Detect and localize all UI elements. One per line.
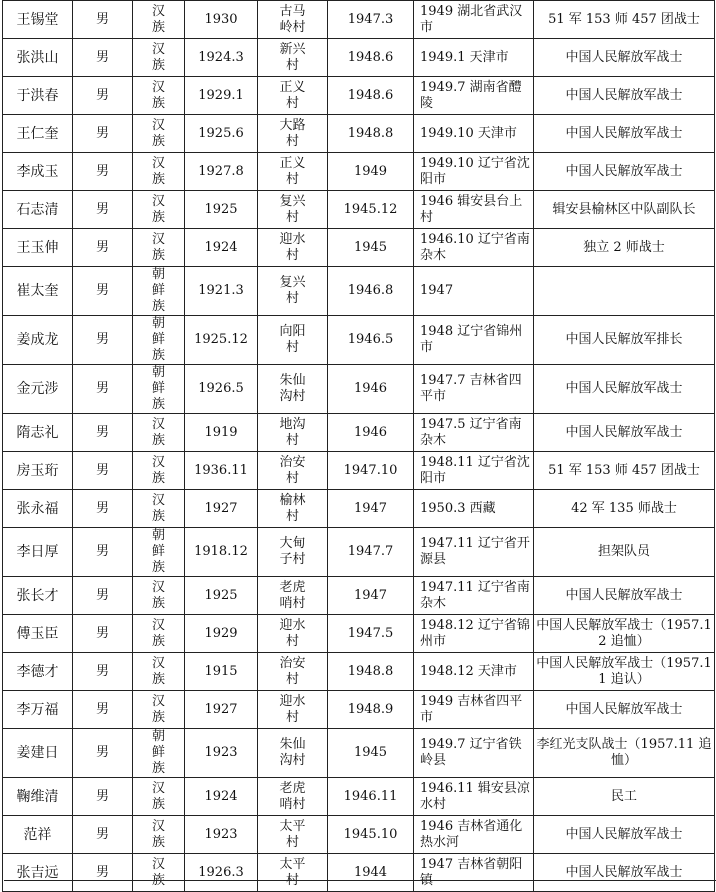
- table-row: [3, 229, 715, 267]
- cell-unit-role: 中国人民解放军战士: [534, 414, 715, 452]
- cell-name: 范祥: [3, 816, 73, 854]
- cell-village: 朱仙沟村: [258, 729, 328, 778]
- cell-death-time-place: 1947: [414, 267, 534, 316]
- cell-ethnicity: 汉族: [133, 691, 185, 729]
- table-row: [3, 778, 715, 816]
- cell-ethnicity: 汉族: [133, 490, 185, 528]
- cell-name: 石志清: [3, 191, 73, 229]
- cell-death-time-place: 1949.7 湖南省醴陵: [414, 77, 534, 115]
- table-row: [3, 1, 715, 39]
- cell-ethnicity: 汉族: [133, 115, 185, 153]
- cell-death-time-place: 1949.10 辽宁省沈阳市: [414, 153, 534, 191]
- table-row: [3, 452, 715, 490]
- cell-village: 老虎哨村: [258, 577, 328, 615]
- cell-ethnicity: 汉族: [133, 39, 185, 77]
- cell-gender: 男: [73, 778, 133, 816]
- cell-gender: 男: [73, 153, 133, 191]
- cell-birth-date: 1930: [185, 1, 258, 39]
- cell-gender: 男: [73, 39, 133, 77]
- table-row: [3, 316, 715, 365]
- cell-name: 王仁奎: [3, 115, 73, 153]
- cell-name: 张永福: [3, 490, 73, 528]
- table-row: [3, 653, 715, 691]
- cell-unit-role: 中国人民解放军战士: [534, 854, 715, 892]
- cell-unit-role: 中国人民解放军战士: [534, 39, 715, 77]
- cell-gender: 男: [73, 653, 133, 691]
- cell-village: 老虎哨村: [258, 778, 328, 816]
- cell-name: 李万福: [3, 691, 73, 729]
- cell-birth-date: 1927.8: [185, 153, 258, 191]
- cell-unit-role: 李红光支队战士（1957.11 追恤）: [534, 729, 715, 778]
- table-row: [3, 577, 715, 615]
- cell-gender: 男: [73, 577, 133, 615]
- cell-gender: 男: [73, 615, 133, 653]
- cell-death-time-place: 1947.11 辽宁省开源县: [414, 528, 534, 577]
- cell-ethnicity: 朝鲜族: [133, 365, 185, 414]
- cell-ethnicity: 汉族: [133, 778, 185, 816]
- cell-ethnicity: 汉族: [133, 1, 185, 39]
- cell-gender: 男: [73, 729, 133, 778]
- cell-death-time-place: 1947 吉林省朝阳镇: [414, 854, 534, 892]
- cell-birth-date: 1927: [185, 490, 258, 528]
- cell-birth-date: 1925: [185, 191, 258, 229]
- cell-village: 太平村: [258, 816, 328, 854]
- cell-name: 王锡堂: [3, 1, 73, 39]
- cell-gender: 男: [73, 365, 133, 414]
- cell-ethnicity: 汉族: [133, 854, 185, 892]
- table-row: [3, 77, 715, 115]
- cell-gender: 男: [73, 854, 133, 892]
- cell-enlist-date: 1946.8: [328, 267, 414, 316]
- cell-unit-role: 42 军 135 师战士: [534, 490, 715, 528]
- cell-unit-role: 中国人民解放军战士: [534, 691, 715, 729]
- cell-birth-date: 1926.3: [185, 854, 258, 892]
- table-row: [3, 267, 715, 316]
- cell-enlist-date: 1948.8: [328, 115, 414, 153]
- cell-enlist-date: 1944: [328, 854, 414, 892]
- cell-birth-date: 1927: [185, 691, 258, 729]
- cell-enlist-date: 1947.5: [328, 615, 414, 653]
- cell-village: 古马岭村: [258, 1, 328, 39]
- cell-name: 鞠维清: [3, 778, 73, 816]
- cell-name: 隋志礼: [3, 414, 73, 452]
- cell-enlist-date: 1946: [328, 414, 414, 452]
- table-row: [3, 490, 715, 528]
- cell-unit-role: 民工: [534, 778, 715, 816]
- cell-ethnicity: 朝鲜族: [133, 528, 185, 577]
- cell-village: 正义村: [258, 77, 328, 115]
- cell-unit-role: 担架队员: [534, 528, 715, 577]
- cell-unit-role: 中国人民解放军战士（1957.11 追认）: [534, 653, 715, 691]
- cell-name: 李日厚: [3, 528, 73, 577]
- cell-village: 治安村: [258, 653, 328, 691]
- cell-enlist-date: 1949: [328, 153, 414, 191]
- cell-village: 朱仙沟村: [258, 365, 328, 414]
- cell-enlist-date: 1946.11: [328, 778, 414, 816]
- cell-enlist-date: 1945: [328, 229, 414, 267]
- table-row: [3, 39, 715, 77]
- cell-village: 太平村: [258, 854, 328, 892]
- cell-birth-date: 1923: [185, 816, 258, 854]
- cell-ethnicity: 汉族: [133, 153, 185, 191]
- cell-village: 大甸子村: [258, 528, 328, 577]
- cell-death-time-place: 1946 吉林省通化热水河: [414, 816, 534, 854]
- cell-name: 张洪山: [3, 39, 73, 77]
- cell-death-time-place: 1950.3 西藏: [414, 490, 534, 528]
- cell-death-time-place: 1948.12 天津市: [414, 653, 534, 691]
- cell-unit-role: 51 军 153 师 457 团战士: [534, 1, 715, 39]
- cell-unit-role: 独立 2 师战士: [534, 229, 715, 267]
- cell-village: 地沟村: [258, 414, 328, 452]
- cell-unit-role: [534, 267, 715, 316]
- cell-gender: 男: [73, 115, 133, 153]
- martyrs-table-sheet: [2, 0, 714, 892]
- table-row: [3, 854, 715, 892]
- cell-name: 房玉珩: [3, 452, 73, 490]
- cell-gender: 男: [73, 490, 133, 528]
- cell-birth-date: 1919: [185, 414, 258, 452]
- cell-death-time-place: 1949.7 辽宁省铁岭县: [414, 729, 534, 778]
- cell-name: 傅玉臣: [3, 615, 73, 653]
- cell-death-time-place: 1947.11 辽宁省南杂木: [414, 577, 534, 615]
- cell-ethnicity: 汉族: [133, 414, 185, 452]
- cell-name: 李成玉: [3, 153, 73, 191]
- cell-enlist-date: 1946: [328, 365, 414, 414]
- cell-death-time-place: 1946 辑安县台上村: [414, 191, 534, 229]
- cell-birth-date: 1915: [185, 653, 258, 691]
- table-row: [3, 816, 715, 854]
- cell-birth-date: 1924.3: [185, 39, 258, 77]
- cell-enlist-date: 1945.12: [328, 191, 414, 229]
- cell-name: 崔太奎: [3, 267, 73, 316]
- cell-enlist-date: 1948.8: [328, 653, 414, 691]
- cell-unit-role: 中国人民解放军战士: [534, 77, 715, 115]
- cell-village: 复兴村: [258, 191, 328, 229]
- cell-enlist-date: 1945: [328, 729, 414, 778]
- cell-unit-role: 中国人民解放军战士（1957.12 追恤）: [534, 615, 715, 653]
- table-body: [3, 1, 715, 892]
- cell-village: 迎水村: [258, 229, 328, 267]
- cell-unit-role: 中国人民解放军战士: [534, 577, 715, 615]
- cell-unit-role: 中国人民解放军战士: [534, 153, 715, 191]
- cell-gender: 男: [73, 414, 133, 452]
- cell-gender: 男: [73, 191, 133, 229]
- cell-gender: 男: [73, 691, 133, 729]
- cell-ethnicity: 汉族: [133, 577, 185, 615]
- cell-name: 李德才: [3, 653, 73, 691]
- cell-enlist-date: 1947: [328, 577, 414, 615]
- cell-ethnicity: 汉族: [133, 191, 185, 229]
- cell-unit-role: 51 军 153 师 457 团战士: [534, 452, 715, 490]
- table-row: [3, 153, 715, 191]
- cell-birth-date: 1918.12: [185, 528, 258, 577]
- cell-death-time-place: 1947.5 辽宁省南杂木: [414, 414, 534, 452]
- cell-death-time-place: 1949 湖北省武汉市: [414, 1, 534, 39]
- cell-ethnicity: 汉族: [133, 77, 185, 115]
- cell-name: 王玉伸: [3, 229, 73, 267]
- cell-village: 榆林村: [258, 490, 328, 528]
- cell-birth-date: 1924: [185, 778, 258, 816]
- cell-ethnicity: 汉族: [133, 653, 185, 691]
- cell-death-time-place: 1948.11 辽宁省沈阳市: [414, 452, 534, 490]
- cell-enlist-date: 1948.6: [328, 77, 414, 115]
- cell-death-time-place: 1949 吉林省四平市: [414, 691, 534, 729]
- cell-ethnicity: 汉族: [133, 229, 185, 267]
- cell-birth-date: 1924: [185, 229, 258, 267]
- cell-death-time-place: 1948.12 辽宁省锦州市: [414, 615, 534, 653]
- cell-name: 姜建日: [3, 729, 73, 778]
- cell-ethnicity: 汉族: [133, 615, 185, 653]
- table-row: [3, 729, 715, 778]
- cell-birth-date: 1926.5: [185, 365, 258, 414]
- cell-enlist-date: 1947.7: [328, 528, 414, 577]
- table-row: [3, 615, 715, 653]
- table-row: [3, 115, 715, 153]
- cell-gender: 男: [73, 267, 133, 316]
- cell-name: 姜成龙: [3, 316, 73, 365]
- cell-birth-date: 1925: [185, 577, 258, 615]
- cell-death-time-place: 1946.11 辑安县凉水村: [414, 778, 534, 816]
- cell-village: 正义村: [258, 153, 328, 191]
- cell-ethnicity: 朝鲜族: [133, 316, 185, 365]
- cell-gender: 男: [73, 316, 133, 365]
- cell-birth-date: 1929: [185, 615, 258, 653]
- cell-gender: 男: [73, 452, 133, 490]
- cell-village: 向阳村: [258, 316, 328, 365]
- martyrs-table: [2, 0, 715, 892]
- cell-enlist-date: 1948.6: [328, 39, 414, 77]
- table-row: [3, 191, 715, 229]
- cell-unit-role: 中国人民解放军战士: [534, 365, 715, 414]
- cell-enlist-date: 1945.10: [328, 816, 414, 854]
- cell-name: 金元涉: [3, 365, 73, 414]
- cell-enlist-date: 1947.10: [328, 452, 414, 490]
- cell-ethnicity: 朝鲜族: [133, 729, 185, 778]
- cell-death-time-place: 1949.1 天津市: [414, 39, 534, 77]
- table-row: [3, 691, 715, 729]
- cell-enlist-date: 1948.9: [328, 691, 414, 729]
- cell-village: 迎水村: [258, 691, 328, 729]
- cell-unit-role: 中国人民解放军排长: [534, 316, 715, 365]
- cell-birth-date: 1925.6: [185, 115, 258, 153]
- cell-unit-role: 中国人民解放军战士: [534, 115, 715, 153]
- cell-gender: 男: [73, 229, 133, 267]
- table-bottom-border: [4, 880, 716, 881]
- cell-village: 复兴村: [258, 267, 328, 316]
- cell-birth-date: 1925.12: [185, 316, 258, 365]
- cell-death-time-place: 1948 辽宁省锦州市: [414, 316, 534, 365]
- cell-unit-role: 辑安县榆林区中队副队长: [534, 191, 715, 229]
- cell-unit-role: 中国人民解放军战士: [534, 816, 715, 854]
- cell-name: 张长才: [3, 577, 73, 615]
- table-row: [3, 414, 715, 452]
- cell-birth-date: 1923: [185, 729, 258, 778]
- cell-name: 张吉远: [3, 854, 73, 892]
- cell-village: 迎水村: [258, 615, 328, 653]
- cell-village: 治安村: [258, 452, 328, 490]
- cell-birth-date: 1929.1: [185, 77, 258, 115]
- table-row: [3, 528, 715, 577]
- cell-enlist-date: 1947.3: [328, 1, 414, 39]
- cell-enlist-date: 1946.5: [328, 316, 414, 365]
- cell-ethnicity: 汉族: [133, 816, 185, 854]
- cell-name: 于洪春: [3, 77, 73, 115]
- cell-birth-date: 1936.11: [185, 452, 258, 490]
- cell-ethnicity: 朝鲜族: [133, 267, 185, 316]
- cell-village: 新兴村: [258, 39, 328, 77]
- cell-birth-date: 1921.3: [185, 267, 258, 316]
- cell-gender: 男: [73, 816, 133, 854]
- cell-gender: 男: [73, 1, 133, 39]
- cell-death-time-place: 1946.10 辽宁省南杂木: [414, 229, 534, 267]
- cell-gender: 男: [73, 528, 133, 577]
- cell-death-time-place: 1949.10 天津市: [414, 115, 534, 153]
- cell-village: 大路村: [258, 115, 328, 153]
- cell-death-time-place: 1947.7 吉林省四平市: [414, 365, 534, 414]
- cell-enlist-date: 1947: [328, 490, 414, 528]
- cell-gender: 男: [73, 77, 133, 115]
- table-row: [3, 365, 715, 414]
- cell-ethnicity: 汉族: [133, 452, 185, 490]
